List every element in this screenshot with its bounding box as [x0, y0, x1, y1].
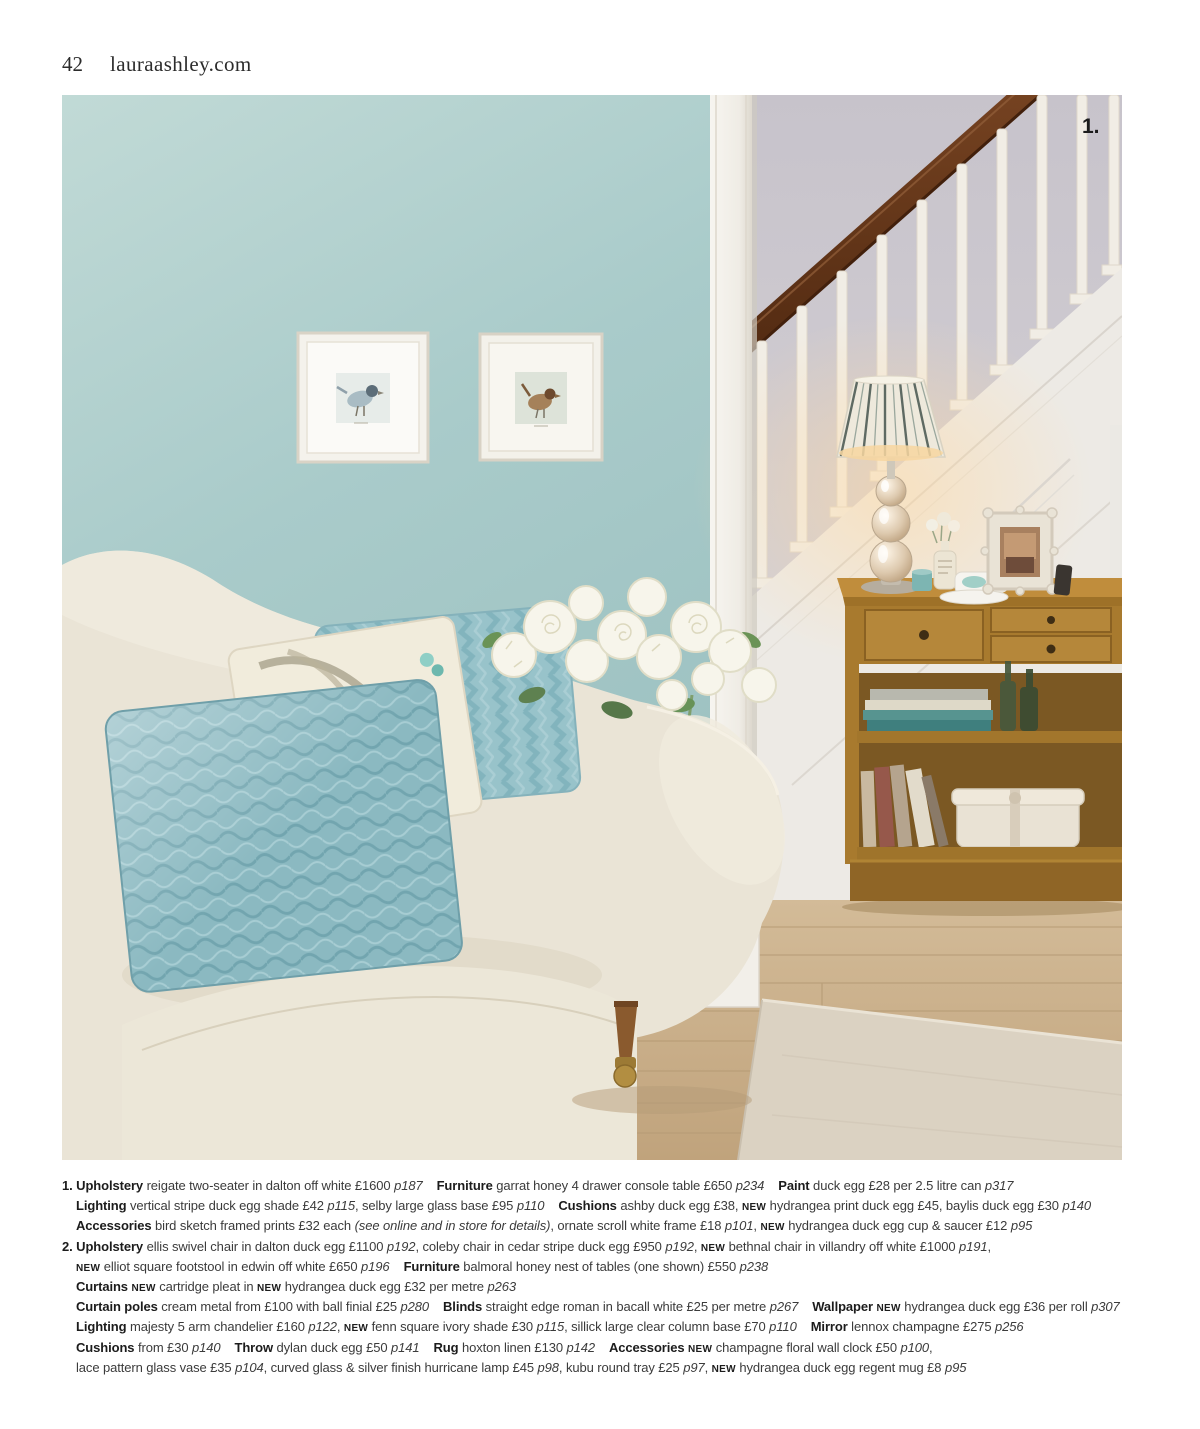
- caption-segment: hydrangea duck egg cup & saucer £12: [784, 1218, 1011, 1234]
- caption-segment: p307: [1091, 1299, 1120, 1315]
- hat-box: [952, 789, 1084, 847]
- caption-segment: champagne floral wall clock £50: [712, 1339, 901, 1355]
- caption-segment: duck egg £28 per 2.5 litre can: [809, 1178, 985, 1193]
- caption-segment: , coleby chair in cedar stripe duck egg £950: [415, 1238, 666, 1254]
- framed-print-right: [480, 334, 602, 460]
- ornate-frame: [981, 506, 1058, 595]
- caption-segment: p110: [769, 1319, 797, 1335]
- caption-segment: Furniture: [403, 1258, 460, 1274]
- dark-object: [1053, 564, 1072, 596]
- caption-segment: Paint: [778, 1178, 810, 1193]
- caption-segment: NEW: [741, 1202, 767, 1214]
- caption-segment: Blinds: [443, 1299, 483, 1315]
- caption-segment: bird sketch framed prints £32 each: [151, 1218, 355, 1234]
- caption-segment: Rug: [433, 1339, 459, 1355]
- caption-segment: p187: [394, 1178, 423, 1193]
- caption-segment: Cushions: [558, 1198, 617, 1214]
- caption: [62, 1176, 1172, 1378]
- caption-segment: 2. Upholstery: [62, 1238, 144, 1254]
- caption-segment: lace pattern glass vase £35: [76, 1359, 236, 1375]
- caption-segment: Cushions: [76, 1339, 135, 1355]
- caption-segment: NEW: [711, 1363, 736, 1375]
- caption-line: [62, 1317, 1172, 1337]
- caption-line: [62, 1216, 1172, 1236]
- caption-segment: 1. Upholstery: [62, 1178, 144, 1193]
- caption-segment: majesty 5 arm chandelier £160: [126, 1319, 309, 1335]
- caption-line: [62, 1196, 1172, 1216]
- caption-segment: hydrangea print duck egg £45, baylis duck egg £30: [766, 1198, 1063, 1214]
- caption-segment: NEW: [76, 1262, 101, 1274]
- caption-segment: cartridge pleat in: [155, 1278, 258, 1294]
- caption-segment: Furniture: [436, 1178, 493, 1193]
- room-photo: [62, 95, 1122, 1160]
- caption-segment: p192: [386, 1238, 416, 1254]
- caption-line: [62, 1297, 1172, 1317]
- caption-segment: Wallpaper: [812, 1299, 873, 1315]
- cushion-pleated: [104, 678, 464, 993]
- caption-segment: NEW: [131, 1282, 156, 1294]
- caption-segment: lennox champagne £275: [847, 1319, 995, 1335]
- candle-cup: [912, 569, 932, 591]
- caption-segment: hydrangea duck egg regent mug £8: [735, 1359, 945, 1375]
- caption-segment: p115: [536, 1319, 565, 1335]
- caption-line: [62, 1277, 1172, 1297]
- caption-segment: p115: [327, 1198, 355, 1214]
- caption-segment: , kubu round tray £25: [558, 1359, 684, 1375]
- caption-segment: ,: [704, 1359, 712, 1375]
- caption-line: [62, 1176, 1172, 1196]
- caption-segment: p95: [944, 1359, 967, 1375]
- caption-segment: , sillick large clear column base £70: [564, 1319, 770, 1335]
- caption-segment: Lighting: [76, 1198, 127, 1214]
- caption-segment: NEW: [760, 1222, 785, 1234]
- caption-segment: ellis swivel chair in dalton duck egg £1100: [143, 1238, 387, 1254]
- caption-segment: p192: [665, 1238, 694, 1254]
- caption-segment: cream metal from £100 with ball finial £25: [157, 1299, 401, 1315]
- caption-segment: p122: [308, 1319, 337, 1335]
- framed-print-left: [298, 333, 428, 462]
- caption-segment: p140: [1062, 1198, 1091, 1214]
- caption-segment: p142: [566, 1339, 595, 1355]
- website-url: lauraashley.com: [110, 52, 252, 76]
- caption-segment: p196: [361, 1258, 390, 1274]
- caption-segment: garrat honey 4 drawer console table £650: [492, 1178, 736, 1193]
- caption-segment: p280: [400, 1299, 430, 1315]
- caption-segment: hoxton linen £130: [458, 1339, 567, 1355]
- caption-segment: dylan duck egg £50: [273, 1339, 391, 1355]
- caption-segment: NEW: [688, 1343, 713, 1355]
- caption-segment: p256: [995, 1319, 1024, 1335]
- caption-segment: bethnal chair in villandry off white £1000: [725, 1238, 959, 1254]
- caption-segment: p263: [487, 1278, 516, 1294]
- caption-segment: elliot square footstool in edwin off white £650: [100, 1258, 362, 1274]
- caption-segment: p101: [724, 1218, 754, 1234]
- caption-segment: p97: [683, 1359, 705, 1375]
- caption-segment: p98: [537, 1359, 559, 1375]
- caption-segment: NEW: [700, 1242, 726, 1254]
- caption-segment: NEW: [876, 1303, 901, 1315]
- caption-segment: straight edge roman in bacall white £25 per metre: [482, 1299, 770, 1315]
- photo-index-label: 1.: [1082, 115, 1100, 138]
- caption-line: [62, 1338, 1172, 1358]
- caption-segment: Curtain poles: [76, 1299, 158, 1315]
- caption-segment: , selby large glass base £95: [354, 1198, 517, 1214]
- caption-segment: Accessories: [76, 1218, 152, 1234]
- caption-segment: , curved glass & silver finish hurricane lamp £45: [263, 1359, 538, 1375]
- caption-segment: Curtains: [76, 1278, 128, 1294]
- caption-segment: reigate two-seater in dalton off white £1600: [143, 1178, 395, 1193]
- caption-segment: p191: [958, 1238, 988, 1254]
- caption-segment: p100: [900, 1339, 929, 1355]
- caption-segment: p238: [739, 1258, 769, 1274]
- room-photo-scene: [62, 95, 1122, 1160]
- caption-segment: ,: [987, 1238, 992, 1254]
- caption-segment: from £30: [134, 1339, 192, 1355]
- caption-segment: p317: [984, 1178, 1014, 1193]
- caption-segment: hydrangea duck egg £32 per metre: [281, 1278, 488, 1294]
- caption-segment: fenn square ivory shade £30: [368, 1319, 537, 1335]
- caption-segment: balmoral honey nest of tables (one shown) £550: [459, 1258, 740, 1274]
- caption-segment: Accessories: [609, 1339, 685, 1355]
- caption-segment: (see online and in store for details): [354, 1218, 551, 1234]
- caption-segment: p104: [235, 1359, 264, 1375]
- console-table: [837, 578, 1122, 916]
- caption-segment: p110: [516, 1198, 545, 1214]
- caption-segment: p140: [191, 1339, 221, 1355]
- caption-segment: hydrangea duck egg £36 per roll: [900, 1299, 1092, 1315]
- page-header: [62, 52, 252, 77]
- caption-segment: Mirror: [810, 1319, 848, 1335]
- caption-segment: p141: [390, 1339, 420, 1355]
- caption-segment: p95: [1010, 1218, 1033, 1234]
- books-stacked: [863, 689, 993, 731]
- caption-segment: ,: [336, 1319, 344, 1335]
- page-number: 42: [62, 52, 83, 76]
- caption-segment: ,: [693, 1238, 701, 1254]
- caption-segment: Lighting: [76, 1319, 127, 1335]
- caption-segment: vertical stripe duck egg shade £42: [126, 1198, 328, 1214]
- caption-segment: p267: [769, 1299, 799, 1315]
- caption-segment: ashby duck egg £38,: [616, 1198, 742, 1214]
- caption-segment: NEW: [343, 1323, 369, 1335]
- caption-segment: NEW: [257, 1282, 282, 1294]
- caption-segment: ,: [929, 1339, 933, 1355]
- caption-segment: Throw: [234, 1339, 273, 1355]
- caption-segment: , ornate scroll white frame £18: [550, 1218, 725, 1234]
- caption-line: [62, 1257, 1172, 1277]
- caption-line: [62, 1237, 1172, 1257]
- caption-segment: ,: [753, 1218, 761, 1234]
- caption-segment: p234: [735, 1178, 765, 1193]
- caption-line: [62, 1358, 1172, 1378]
